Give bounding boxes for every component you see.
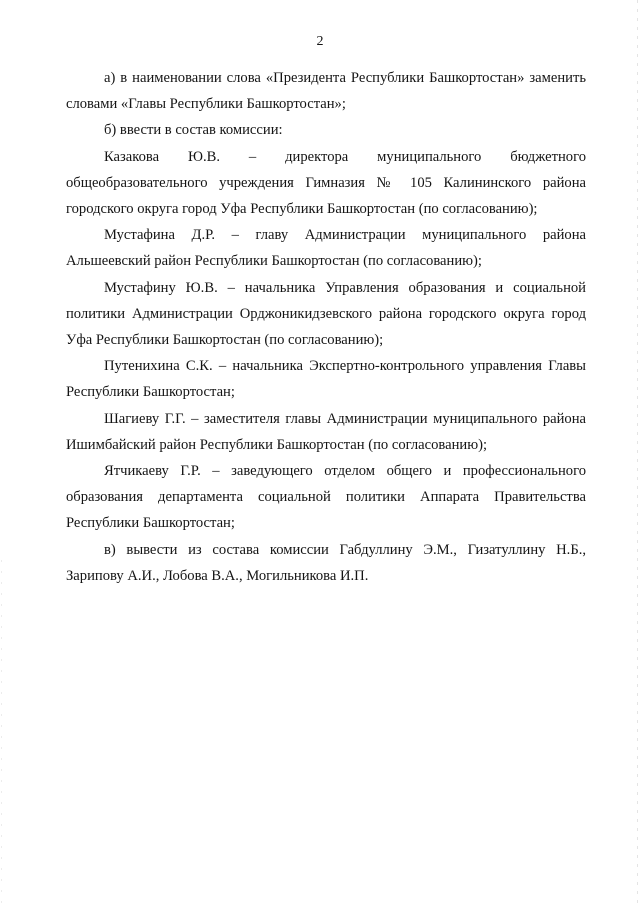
text-line: Мустафина Д.Р. – главу Администрации муниципального района [104, 227, 586, 244]
item-a-rename: а) в наименовании слова «Президента Республики Башкортостан» заменить словами «Главы Республики Башкортостан»; [66, 70, 586, 113]
member-putenikhina: Путенихина С.К. – начальника Экспертно-контрольного управления Главы Республики Башкортостан; [66, 358, 586, 401]
text-line: Казакова Ю.В. – директора муниципального бюджетного [104, 148, 586, 165]
scan-edge-artifact [1, 560, 2, 905]
text-line: общеобразовательного учреждения Гимназия № 105 Калининского района [66, 174, 586, 191]
document-body [66, 65, 586, 589]
text-line: городского округа город Уфа Республики Башкортостан (по согласованию); [66, 201, 538, 218]
member-mustafinu: Мустафину Ю.В. – начальника Управления образования и социальной политики Администрации Орджоникидзевского района городского округа город Уфа Республики Башкортостан (по согласованию); [66, 279, 586, 349]
text-line: в) вывести из состава комиссии Габдуллину Э.М., Гизатуллину Н.Б., [104, 541, 586, 558]
member-kazakova [66, 144, 586, 223]
member-mustafina-dr [66, 222, 586, 274]
scan-edge-artifact [637, 0, 638, 905]
member-shagieva: Шагиеву Г.Г. – заместителя главы Администрации муниципального района Ишимбайский район Республики Башкортостан (по согласованию); [66, 410, 586, 453]
text-line: Альшеевский район Республики Башкортостан (по согласованию); [66, 253, 482, 270]
item-b-add-members: б) ввести в состав комиссии: [104, 122, 283, 139]
member-yatchikaeva: Ятчикаеву Г.Р. – заведующего отделом общего и профессионального образования департамента социальной политики Аппарата Правительства Республики Башкортостан; [66, 463, 586, 532]
page-number: 2 [316, 34, 324, 49]
text-line: Зарипову А.И., Лобова В.А., Могильникова И.П. [66, 567, 369, 584]
item-v-remove-members [66, 537, 586, 589]
